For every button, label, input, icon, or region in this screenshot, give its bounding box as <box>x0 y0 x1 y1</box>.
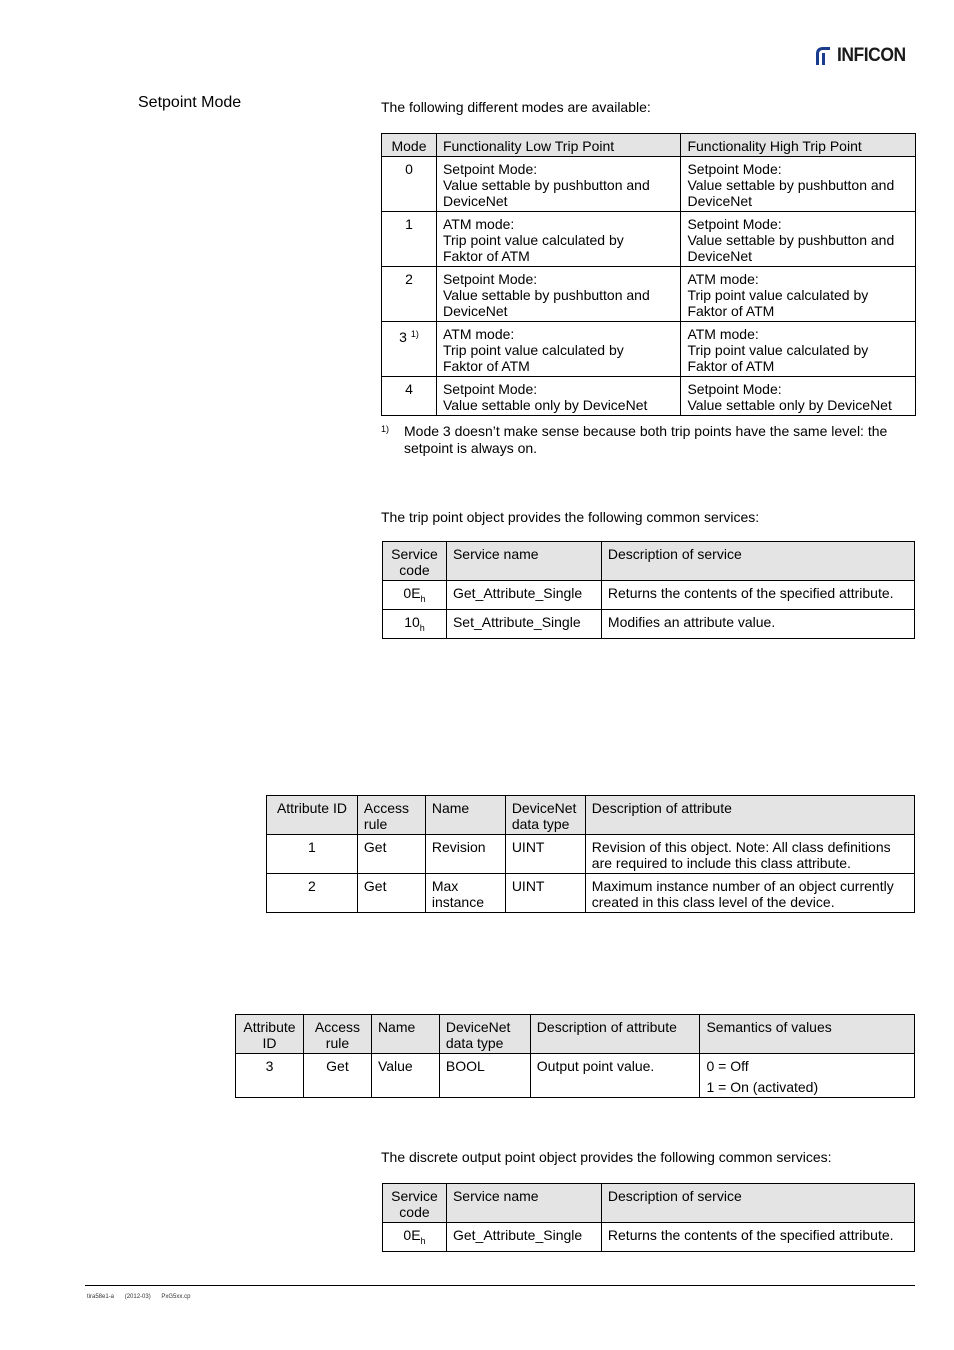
mode-number: 0 <box>405 161 413 177</box>
name-cell: Max instance <box>425 874 505 913</box>
low-trip-cell <box>436 322 680 377</box>
low-trip-cell-line: Value settable by pushbutton and <box>442 177 650 193</box>
table-row <box>382 267 916 322</box>
footnote-mark: 1) <box>381 424 390 434</box>
column-header: Description of attribute <box>585 796 914 835</box>
high-trip-cell-line: Setpoint Mode: <box>687 381 782 397</box>
table-header-row <box>267 796 915 835</box>
table-header-row <box>383 1184 915 1223</box>
description-cell: Output point value. <box>530 1054 700 1098</box>
service-code-cell <box>383 581 447 610</box>
low-trip-cell-line: Setpoint Mode: <box>442 381 538 397</box>
mode-cell <box>382 157 437 212</box>
access-rule-cell: Get <box>357 835 425 874</box>
low-trip-cell-line: Value settable by pushbutton and <box>442 287 650 303</box>
description-cell: Maximum instance number of an object currently created in this class level of the device. <box>585 874 914 913</box>
high-trip-cell-line: Trip point value calculated by <box>687 342 869 358</box>
service-description-cell: Returns the contents of the specified attribute. <box>601 1223 914 1252</box>
footnote-text: Mode 3 doesn’t make sense because both trip points have the same level: the setpoint is always on. <box>404 423 888 456</box>
mode-cell <box>382 377 437 416</box>
semantics-cell-line: 1 = On (activated) <box>706 1079 819 1095</box>
access-rule-cell: Get <box>357 874 425 913</box>
high-trip-cell <box>681 212 916 267</box>
hex-suffix: h <box>420 594 426 604</box>
footer-divider <box>85 1285 915 1286</box>
high-trip-cell <box>681 322 916 377</box>
footer-doc-id: tira58e1-a <box>87 1294 115 1300</box>
name-cell: Value <box>371 1054 439 1098</box>
low-trip-cell-line: Setpoint Mode: <box>442 271 538 287</box>
mode-number: 3 <box>399 329 407 345</box>
inficon-logo-icon <box>812 45 834 67</box>
footnote-ref: 1) <box>410 329 419 339</box>
mode-number: 4 <box>405 381 413 397</box>
class-attribute-table <box>266 795 915 913</box>
table-row <box>382 322 916 377</box>
low-trip-cell <box>436 212 680 267</box>
table-row <box>382 157 916 212</box>
high-trip-cell-line: Value settable by pushbutton and <box>687 232 895 248</box>
inficon-logo <box>812 44 912 68</box>
low-trip-cell-line: ATM mode: <box>442 326 515 342</box>
service-code: 10 <box>404 614 420 630</box>
low-trip-cell <box>436 377 680 416</box>
column-header: Access rule <box>303 1015 371 1054</box>
high-trip-cell-line: Faktor of ATM <box>687 303 775 319</box>
services-table <box>382 541 915 639</box>
hex-suffix: h <box>419 623 425 633</box>
service-name-cell: Set_Attribute_Single <box>446 610 601 639</box>
high-trip-cell-line: Faktor of ATM <box>687 358 775 374</box>
semantics-cell <box>700 1054 915 1098</box>
data-type-cell: BOOL <box>439 1054 530 1098</box>
table-header-row <box>383 542 915 581</box>
footnote <box>381 423 921 457</box>
service-name-cell: Get_Attribute_Single <box>446 1223 601 1252</box>
low-trip-cell-line: Setpoint Mode: <box>442 161 538 177</box>
footer-date: (2012-03) <box>124 1294 151 1300</box>
mode-cell <box>382 322 437 377</box>
dop-services-intro: The discrete output point object provides the following common services: <box>381 1149 832 1165</box>
column-header: Description of attribute <box>530 1015 700 1054</box>
service-description-cell: Modifies an attribute value. <box>601 610 914 639</box>
column-header: DeviceNet data type <box>505 796 585 835</box>
low-trip-cell <box>436 157 680 212</box>
service-code: 0E <box>403 585 421 601</box>
low-trip-cell-line: Faktor of ATM <box>442 358 530 374</box>
high-trip-cell <box>681 267 916 322</box>
table-row <box>236 1054 915 1098</box>
high-trip-cell-line: Value settable by pushbutton and <box>687 177 895 193</box>
column-header: Service code <box>383 542 447 581</box>
high-trip-cell-line: DeviceNet <box>687 193 753 209</box>
table-row <box>383 610 915 639</box>
service-code-cell <box>383 610 447 639</box>
column-header: Name <box>371 1015 439 1054</box>
column-header: Access rule <box>357 796 425 835</box>
section-title: Setpoint Mode <box>138 94 242 111</box>
table-row <box>267 835 915 874</box>
column-header: Attribute ID <box>236 1015 304 1054</box>
data-type-cell: UINT <box>505 835 585 874</box>
low-trip-cell <box>436 267 680 322</box>
column-header: Semantics of values <box>700 1015 915 1054</box>
high-trip-cell-line: ATM mode: <box>687 326 759 342</box>
column-header: Service name <box>446 1184 601 1223</box>
services-intro: The trip point object provides the following common services: <box>381 509 760 525</box>
logo-text: INFICON <box>837 45 906 66</box>
low-trip-cell-line: Trip point value calculated by <box>442 342 624 358</box>
high-trip-cell-line: Trip point value calculated by <box>687 287 869 303</box>
low-trip-cell-line: Trip point value calculated by <box>442 232 624 248</box>
footer-code <box>87 1294 199 1300</box>
column-header: Name <box>425 796 505 835</box>
low-trip-cell-line: DeviceNet <box>442 303 508 319</box>
attribute-id-cell: 1 <box>267 835 358 874</box>
column-header: Description of service <box>601 542 914 581</box>
column-header: Service name <box>446 542 601 581</box>
low-trip-cell-line: Value settable only by DeviceNet <box>442 397 648 413</box>
high-trip-cell-line: Setpoint Mode: <box>687 161 782 177</box>
dop-services-table <box>382 1183 915 1252</box>
column-header: Mode <box>382 134 437 157</box>
description-cell: Revision of this object. Note: All class definitions are required to include this class attribute. <box>585 835 914 874</box>
mode-cell <box>382 212 437 267</box>
table-row <box>382 377 916 416</box>
modes-intro: The following different modes are available: <box>381 99 651 115</box>
column-header: Attribute ID <box>267 796 358 835</box>
table-header-row <box>236 1015 915 1054</box>
column-header: Service code <box>383 1184 447 1223</box>
table-header-row <box>382 134 916 157</box>
high-trip-cell-line: Setpoint Mode: <box>687 216 782 232</box>
low-trip-cell-line: DeviceNet <box>442 193 508 209</box>
column-header: DeviceNet data type <box>439 1015 530 1054</box>
table-row <box>267 874 915 913</box>
mode-cell <box>382 267 437 322</box>
column-header: Functionality High Trip Point <box>681 134 916 157</box>
footer-file: PxG5xx.cp <box>161 1294 191 1300</box>
access-rule-cell: Get <box>303 1054 371 1098</box>
semantics-cell-line: 0 = Off <box>706 1058 749 1074</box>
attribute-id-cell: 3 <box>236 1054 304 1098</box>
high-trip-cell-line: ATM mode: <box>687 271 759 287</box>
service-description-cell: Returns the contents of the specified attribute. <box>601 581 914 610</box>
service-code: 0E <box>403 1227 421 1243</box>
table-row <box>383 581 915 610</box>
mode-number: 1 <box>405 216 413 232</box>
modes-table <box>381 133 916 416</box>
table-row <box>383 1223 915 1252</box>
service-name-cell: Get_Attribute_Single <box>446 581 601 610</box>
service-code-cell <box>383 1223 447 1252</box>
low-trip-cell-line: Faktor of ATM <box>442 248 530 264</box>
data-type-cell: UINT <box>505 874 585 913</box>
high-trip-cell-line: Value settable only by DeviceNet <box>687 397 892 413</box>
instance-attribute-table <box>235 1014 915 1098</box>
high-trip-cell <box>681 157 916 212</box>
hex-suffix: h <box>420 1236 426 1246</box>
low-trip-cell-line: ATM mode: <box>442 216 515 232</box>
mode-number: 2 <box>405 271 413 287</box>
column-header: Description of service <box>601 1184 914 1223</box>
high-trip-cell <box>681 377 916 416</box>
high-trip-cell-line: DeviceNet <box>687 248 753 264</box>
name-cell: Revision <box>425 835 505 874</box>
table-row <box>382 212 916 267</box>
attribute-id-cell: 2 <box>267 874 358 913</box>
column-header: Functionality Low Trip Point <box>436 134 680 157</box>
